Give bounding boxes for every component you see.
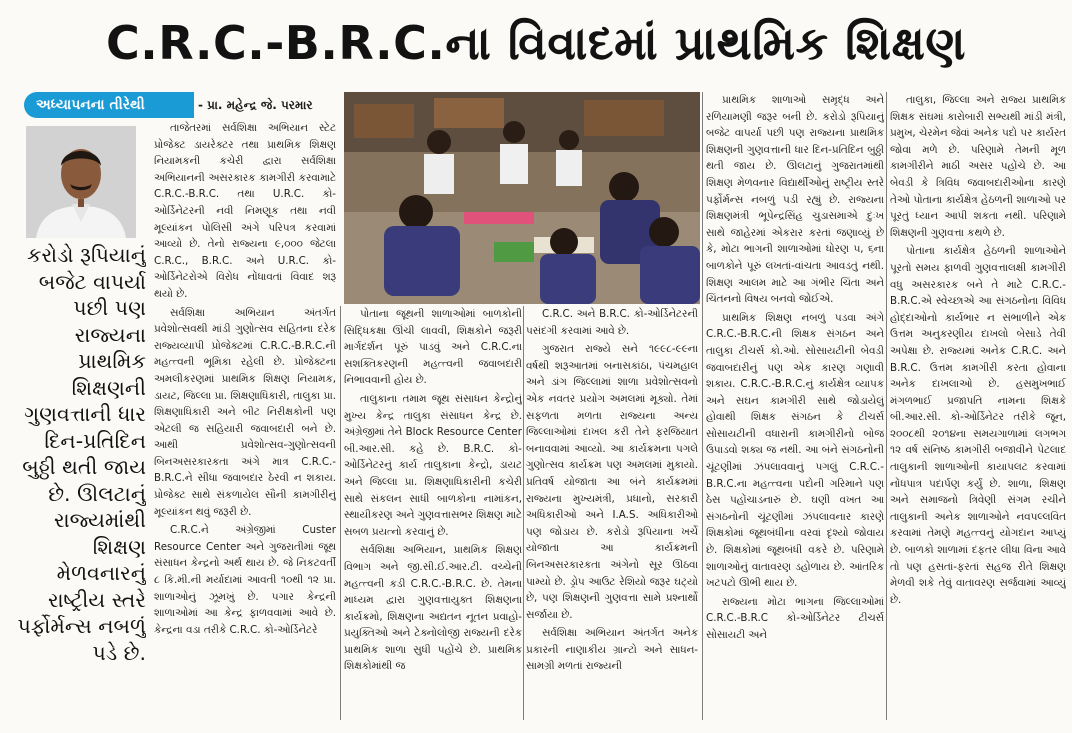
headline: C.R.C.-B.R.C.ના વિવાદમાં પ્રાથમિક શિક્ષણ [106, 16, 966, 70]
paragraph: C.R.C.ને અંગ્રેજીમાં Custer Resource Center અને ગુજરાતીમાં જૂથ સંસાધન કેન્દ્રનો અર્થ થાય છે. જે નિકટવર્તી ૮ કિ.મી.ની મર્યાદામાં આવતી ૧૦થી ૧૨ પ્રા. શાળાઓનું ઝૂમખું છે. પગાર કેન્દ્રની શાળાઓમાં આ કેન્દ્ર ફાળવવામાં આવે છે. કેન્દ્રના વડા તરીકે C.R.C. કો-ઓર્ડિનેટરે [154, 524, 336, 636]
paragraph: પ્રાથમિક શિક્ષણ નબળું પડવા અંગે C.R.C.-B.R.C.ની શિક્ષક સંગઠન અને તાલુકા ટીચર્સ કો.ઓ. સોસાયટીની બેવડી જવાબદારીનું પણ એક કારણ ગણાવી શકાય. C.R.C.-B.R.C.નું કાર્યક્ષેત્ર વ્યાપક અને સઘન કામગીરી સાથે જોડાયેલું હોવાથી શિક્ષક સંગઠન કે ટીચર્સ સોસાયટીની વધારાની કામગીરીનો બોજ ઉપાડવો શક્ય જ નથી. આ બંને સંગઠનોની ચૂંટણીમાં ઝંપલાવવાનું પગલું C.R.C.-B.R.C.ના મહત્ત્વના પદોની ગરિમાને પણ ઠેસ પહોંચાડનારું છે. ઘણી વખત આ સંગઠનોની ચૂંટણીમાં ઝંપલાવનાર કારણે શિક્ષકોમાં જૂથબંધીના વરવાં દૃશ્યો જોવાય છે. શિક્ષકોમાં જૂથબંધી વકરે છે. પરિણામે શાળાઓનું વાતાવરણ ડહોળાય છે. આંતરિક ખટપટો ઊભી થાય છે. [706, 311, 884, 590]
article-column-5 [890, 92, 1066, 720]
byline: - પ્રા. મહેન્દ્ર જે. પરમાર [198, 98, 313, 112]
paragraph: સર્વશિક્ષા અભિયાન અંતર્ગત અનેક પ્રકારની નાણાકીય ગ્રાન્ટો અને સાધન-સામગ્રી મળતાં રાજ્યની [526, 627, 698, 673]
article-column-2 [344, 306, 522, 720]
article-column-3 [526, 306, 698, 720]
author-photo [26, 126, 136, 238]
column-divider [340, 306, 341, 720]
paragraph: રાજ્યના મોટા ભાગના જિલ્લાઓમાં C.R.C.-B.R.C કો-ઓર્ડિનેટર ટીચર્સ સોસાયટી અને [706, 595, 884, 641]
column-divider [523, 306, 524, 720]
column-divider [886, 92, 887, 720]
article-column-4 [706, 92, 884, 720]
column-divider [702, 92, 703, 720]
paragraph: સર્વશિક્ષા અભિયાન, પ્રાથમિક શિક્ષણ વિભાગ અને જી.સી.ઈ.આર.ટી. વચ્ચેની મહત્ત્વની કડી C.R.C.-B.R.C. છે. તેમના માધ્યમ દ્વારા ગુણવત્તાયુક્ત શિક્ષણના કાર્યક્રમો, શિક્ષણના અદ્યતન નૂતન પ્રવાહો-પ્રયુક્તિઓ અને ટેક્નોલોજી રાજ્યની દરેક પ્રાથમિક શાળા સુધી પહોંચે છે. પ્રાથમિક શિક્ષકોમાંથી જ [344, 544, 522, 673]
paragraph: C.R.C. અને B.R.C. કો-ઓર્ડિનેટરની પસંદગી કરવામાં આવે છે. [526, 308, 698, 337]
paragraph: પોતાના કાર્યક્ષેત્ર હેઠળની શાળાઓને પૂરતો સમય ફાળવી ગુણવત્તાલક્ષી કામગીરી વધુ અસરકારક બને તે માટે C.R.C.-B.R.C.એ સ્વેચ્છાએ આ સંગઠનોના વિવિધ હોદ્દાઓનો કાર્યભાર ન સંભાળીને એક ઉત્તમ અનુકરણીય દાખલો બેસાડે તેવી અપેક્ષા છે. રાજ્યમાં અનેક C.R.C. અને B.R.C. ઉત્તમ કામગીરી કરતા હોવાના અનેક દાખલાઓ છે. હસમુખભાઈ મંગળભાઈ પ્રજાપતિ નામના શિક્ષકે બી.આર.સી. કો-ઓર્ડિનેટર તરીકે જૂન, ૨૦૦૮થી ૨૦૧૪ના સમયગાળામાં લગભગ ૧૨ વર્ષ સંનિષ્ઠ કામગીરી બજાવીને પેટલાદ તાલુકાની શાળાઓની કાયાપલટ કરવામાં નોંધપાત્ર પદાર્પણ કર્યું છે. શાળા, શિક્ષણ અને સમાજનો ત્રિવેણી સંગમ રચીને તાલુકાની અનેક શાળાઓને નવપલ્લવિત કરવામાં તેમણે મહત્ત્વનું યોગદાન આપ્યું છે. બાળકો શાળામાં દફતર લીધા વિના આવે તો પણ હસતાં-ફરતાં સહજ રીતે શિક્ષણ મેળવી શકે તેવું વાતાવરણ સર્જવામાં આવ્યું છે. [890, 245, 1066, 606]
paragraph: પ્રાથમિક શાળાઓ સમૃદ્ધ અને રળિયામણી જરૂર બની છે. કરોડો રૂપિયાનું બજેટ વાપર્યા પછી પણ રાજ્યના પ્રાથમિક શિક્ષણની ગુણવત્તાની ધાર દિન-પ્રતિદિન બુઠ્ઠી થતી જાય છે. ઊલટાનું ગુજરાતમાંથી શિક્ષણ મેળવનાર વિદ્યાર્થીઓનું રાષ્ટ્રીય સ્તરે પર્ફોર્મન્સ નબળું પડી રહ્યું છે. રાજ્યના શિક્ષણમંત્રી ભૂપેન્દ્રસિંહ ચુડાસમાએ દુઃખ સાથે જાહેરમાં એકરાર કરતાં જણાવ્યું છે કે, મોટા ભાગની શાળાઓમાં ધોરણ ૫, ૬ના બાળકોને પૂરું લખતાં-વાંચતા આવડતું નથી. શિક્ષણ આલમ માટે આ ગંભીર ચિંતા અને ચિંતનનો વિષય બનવો જોઈએ. [706, 94, 884, 306]
pull-quote: કરોડો રૂપિયાનું બજેટ વાપર્યા પછી પણ રાજ્યના પ્રાથમિક શિક્ષણની ગુણવત્તાની ધાર દિન-પ્રતિદિન બુઠ્ઠી થતી જાય છે. ઊલટાનું રાજ્યમાંથી શિક્ષણ મેળવનારનું રાષ્ટ્રીય સ્તરે પર્ફોર્મન્સ નબળું પડે છે. [17, 243, 146, 665]
classroom-photo [344, 92, 700, 304]
article-column-1 [154, 120, 336, 720]
paragraph: તાલુકાના તમામ જૂથ સંસાધન કેન્દ્રોનું મુખ્ય કેન્દ્ર તાલુકા સંસાધન કેન્દ્ર છે. અંગ્રેજીમાં તેને Block Resource Center બી.આર.સી. કહે છે. B.R.C. કો-ઓર્ડિનેટરનું કાર્ય તાલુકાના કેન્દ્રો, ડાયટ અને જિલ્લા પ્રા. શિક્ષણાધિકારીની કચેરી સાથે સંકલન સાધી બાળકોના નામાંકન, સ્થાયીકરણ અને ગુણવત્તાસભર શિક્ષણ માટે સબળ પ્રયત્નો કરવાનું છે. [344, 392, 522, 538]
paragraph: સર્વશિક્ષા અભિયાન અંતર્ગત પ્રવેશોત્સવથી માંડી ગુણોત્સવ સહિતના દરેક રાજ્યવ્યાપી પ્રોજેક્ટમાં C.R.C.-B.R.C.ની મહત્ત્વની ભૂમિકા રહેલી છે. પ્રોજેક્ટના અમલીકરણમાં પ્રાથમિક શિક્ષણ નિયામક, ડાયટ, જિલ્લા પ્રા. શિક્ષણાધિકારી, તાલુકા પ્રા. શિક્ષણાધિકારી અને બીટ નિરીક્ષકોની પણ એટલી જ સહિયારી જવાબદારી બને છે. આથી પ્રવેશોત્સવ-ગુણોત્સવની બિનઅસરકારકતા અંગે માત્ર C.R.C.-B.R.C.ને સીધા જવાબદાર ઠેરવી ન શકાય. પ્રોજેક્ટ સાથે સંકળાયેલ સૌની કામગીરીનું મૂલ્યાંકન થવું જરૂરી છે. [154, 306, 336, 518]
paragraph: તાજેતરમાં સર્વશિક્ષા અભિયાન સ્ટેટ પ્રોજેક્ટ ડાયરેક્ટર તથા પ્રાથમિક શિક્ષણ નિયામકની કચેરી દ્વારા સર્વશિક્ષા અભિયાનની અસરકારક કામગીરી કરવામાટે C.R.C.-B.R.C. તથા U.R.C. કો-ઓર્ડિનેટરની નવી નિમણૂક તથા નવી મૂલ્યાંકન પોલિસી અંગે પરિપત્ર કરવામાં આવ્યો છે. તેનો રાજ્યના ૯,૦૦૦ જેટલા C.R.C., B.R.C. અને U.R.C. કો-ઓર્ડિનેટરોએ વિરોધ નોંધાવતાં વિવાદ શરૂ થયો છે. [154, 122, 336, 300]
column-name-banner: અધ્યાપનના તીરેથી [24, 92, 194, 118]
paragraph: પોતાના જૂથની શાળાઓમાં બાળકોની સિદ્ધિકક્ષા ઊંચી લાવવી, શિક્ષકોને જરૂરી માર્ગદર્શન પૂરું પાડવું અને C.R.C.ના સશક્તિકરણની મહત્ત્વની જવાબદારી નિભાવવાની હોય છે. [344, 308, 522, 387]
paragraph: ગુજરાત રાજ્યે સને ૧૯૯૮-૯૯ના વર્ષથી શરૂઆતમાં બનાસકાંઠા, પંચમહાલ અને ડાંગ જિલ્લામાં શાળા પ્રવેશોત્સવનો એક નવતર પ્રયોગ અમલમાં મૂક્યો. તેમાં સફળતા મળતા રાજ્યના અન્ય જિલ્લાઓમાં દાખલ કરી તેને ફરજિયાત બનાવવામાં આવ્યો. આ કાર્યક્રમના પગલે ગુણોત્સવ કાર્યક્રમ પણ અમલમાં મુકાયો. પ્રતિવર્ષ યોજાતા આ બંને કાર્યક્રમમાં રાજ્યના મુખ્યમંત્રી, પ્રધાનો, સરકારી અધિકારીઓ અને I.A.S. અધિકારીઓ પણ જોડાય છે. કરોડો રૂપિયાના ખર્ચે યોજાતા આ કાર્યક્રમની બિનઅસરકારકતા અંગેનો સૂર ઊઠવા પામ્યો છે. ડ્રોપ આઉટ રેશિયો જરૂર ઘટ્યો છે, પણ શિક્ષણની ગુણવત્તા સામે પ્રશ્નાર્થો સર્જાયા છે. [526, 343, 698, 621]
paragraph: તાલુકા, જિલ્લા અને રાજ્ય પ્રાથમિક શિક્ષક સંઘમાં કારોબારી સભ્યથી માંડી મંત્રી, પ્રમુખ, ચેરમેન જેવાં અનેક પદો પર કાર્યરત જોવા મળે છે. પરિણામે તેમની મૂળ કામગીરીને માઠી અસર પહોંચે છે. આ બેવડી કે ત્રિવિધ જવાબદારીઓના કારણે તેઓ પોતાના કાર્યક્ષેત્ર હેઠળની શાળાઓ પર પૂરતું ધ્યાન આપી શકતા નથી. પરિણામે શિક્ષણની ગુણવત્તા કથળે છે. [890, 94, 1066, 239]
